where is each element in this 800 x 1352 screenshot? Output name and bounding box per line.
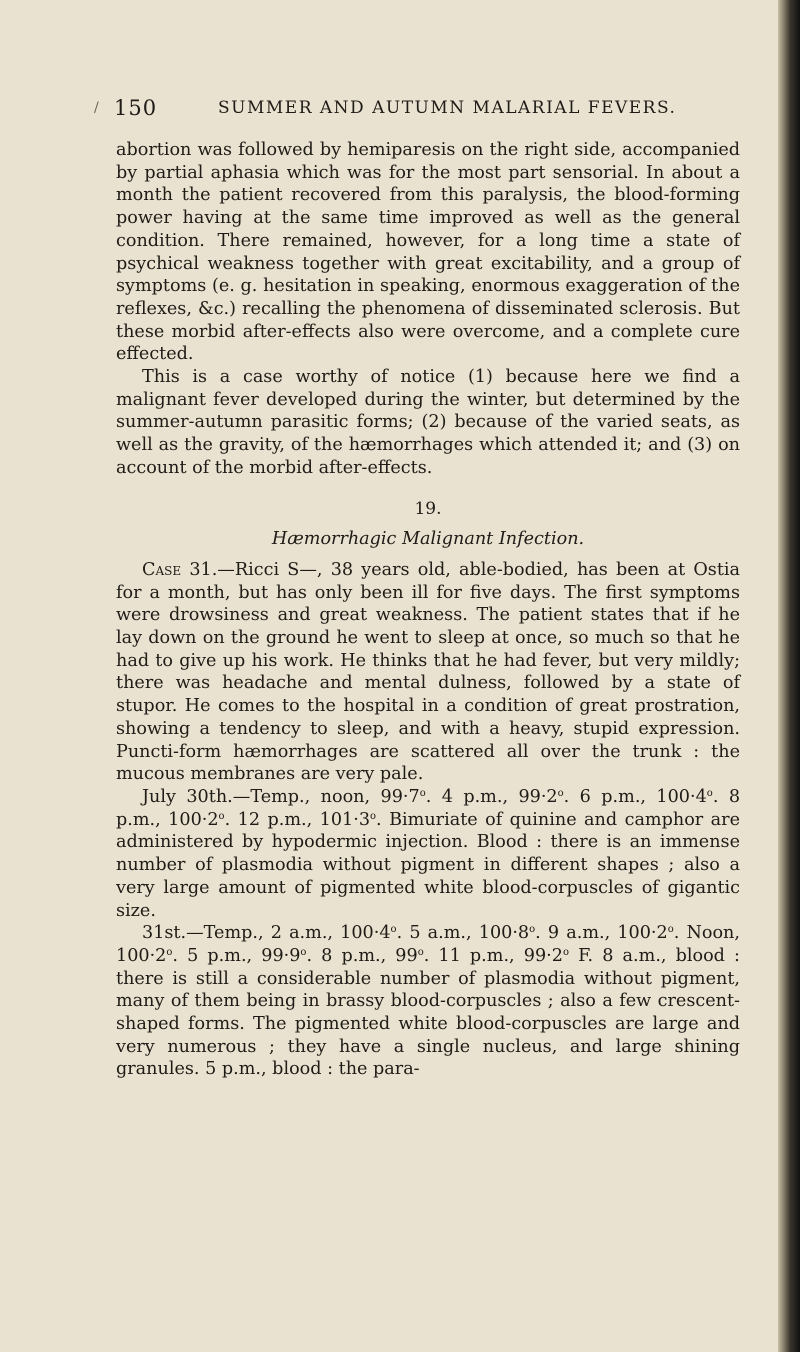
case-paragraph — [116, 559, 740, 786]
running-title: SUMMER AND AUTUMN MALARIAL FEVERS. — [218, 98, 677, 118]
case-label: Case — [142, 559, 182, 580]
page-edge-shadow — [778, 0, 800, 1352]
section-title: Hæmorrhagic Malignant Infection. — [271, 529, 585, 550]
page-header — [94, 96, 728, 124]
paragraph-continuation: abortion was followed by hemiparesis on the right side, accompanied by partial aphasia which was for the most part sensorial. In about a month the patient recovered from this paralysis, the blood-forming power having at the same time improved as well as the general condition. There remained, however, for a long time a state of psychical weakness together with great excitability, and a group of symptoms (e. g. hesitation in speaking, enormous exaggeration of the reflexes, &c.) recalling the phenomena of disseminated sclerosis. But these morbid after-effects also were overcome, and a complete cure effected. — [116, 140, 740, 365]
section-number: 19. — [414, 498, 442, 519]
july-30-paragraph: July 30th.—Temp., noon, $99\cdot 7^o$. 4 p.m., $99\cdot 2^o$. 6 p.m., $100\cdot 4^o$. 8 p.m., $100\cdot 2^o$. 12 p.m., $101\cdot 3^o$. Bimuriate of quinine and camphor are administered by hypodermic injection. Blood : there is an immense number of plasmodia without pigment in different shapes ; also a very large amount of pigmented white blood-corpuscles of gigantic size. — [116, 786, 741, 921]
body-text — [116, 139, 740, 1081]
july-31-paragraph: 31st.—Temp., 2 a.m., $100\cdot 4^o$. 5 a.m., $100\cdot 8^o$. 9 a.m., $100\cdot 2^o$. Noon, $100\cdot 2^o$. 5 p.m., $99\cdot 9^o$. 8 p.m., 99$^o$. 11 p.m., $99\cdot 2^o$ F. 8 a.m., blood : there is still a considerable number of plasmodia without pigment, many of them being in brassy blood-corpuscles ; also a few crescent-shaped forms. The pigmented white blood-corpuscles are large and very numerous ; they have a single nucleus, and large shining granules. 5 p.m., blood : the para- — [116, 923, 740, 1080]
margin-mark: / — [94, 100, 99, 116]
page-number: 150 — [114, 96, 158, 120]
case-text: 31.—Ricci S—, 38 years old, able-bodied, has been at Ostia for a month, but has only been ill for five days. The first symptoms were drowsiness and great weakness. The patient states that if he lay down on the ground he went to sleep at once, so much so that he had to give up his work. He thinks that he had fever, but very mildly; there was headache and mental dulness, followed by a state of stupor. He comes to the hospital in a condition of great prostration, showing a tendency to sleep, and with a heavy, stupid expression. Puncti-form hæmorrhages are scattered all over the trunk : the mucous membranes are very pale. — [116, 559, 741, 785]
paragraph-summary: This is a case worthy of notice (1) because here we find a malignant fever developed during the winter, but determined by the summer-autumn parasitic forms; (2) because of the varied seats, as well as the gravity, of the hæmorrhages which attended it; and (3) on account of the morbid after-effects. — [116, 367, 740, 478]
